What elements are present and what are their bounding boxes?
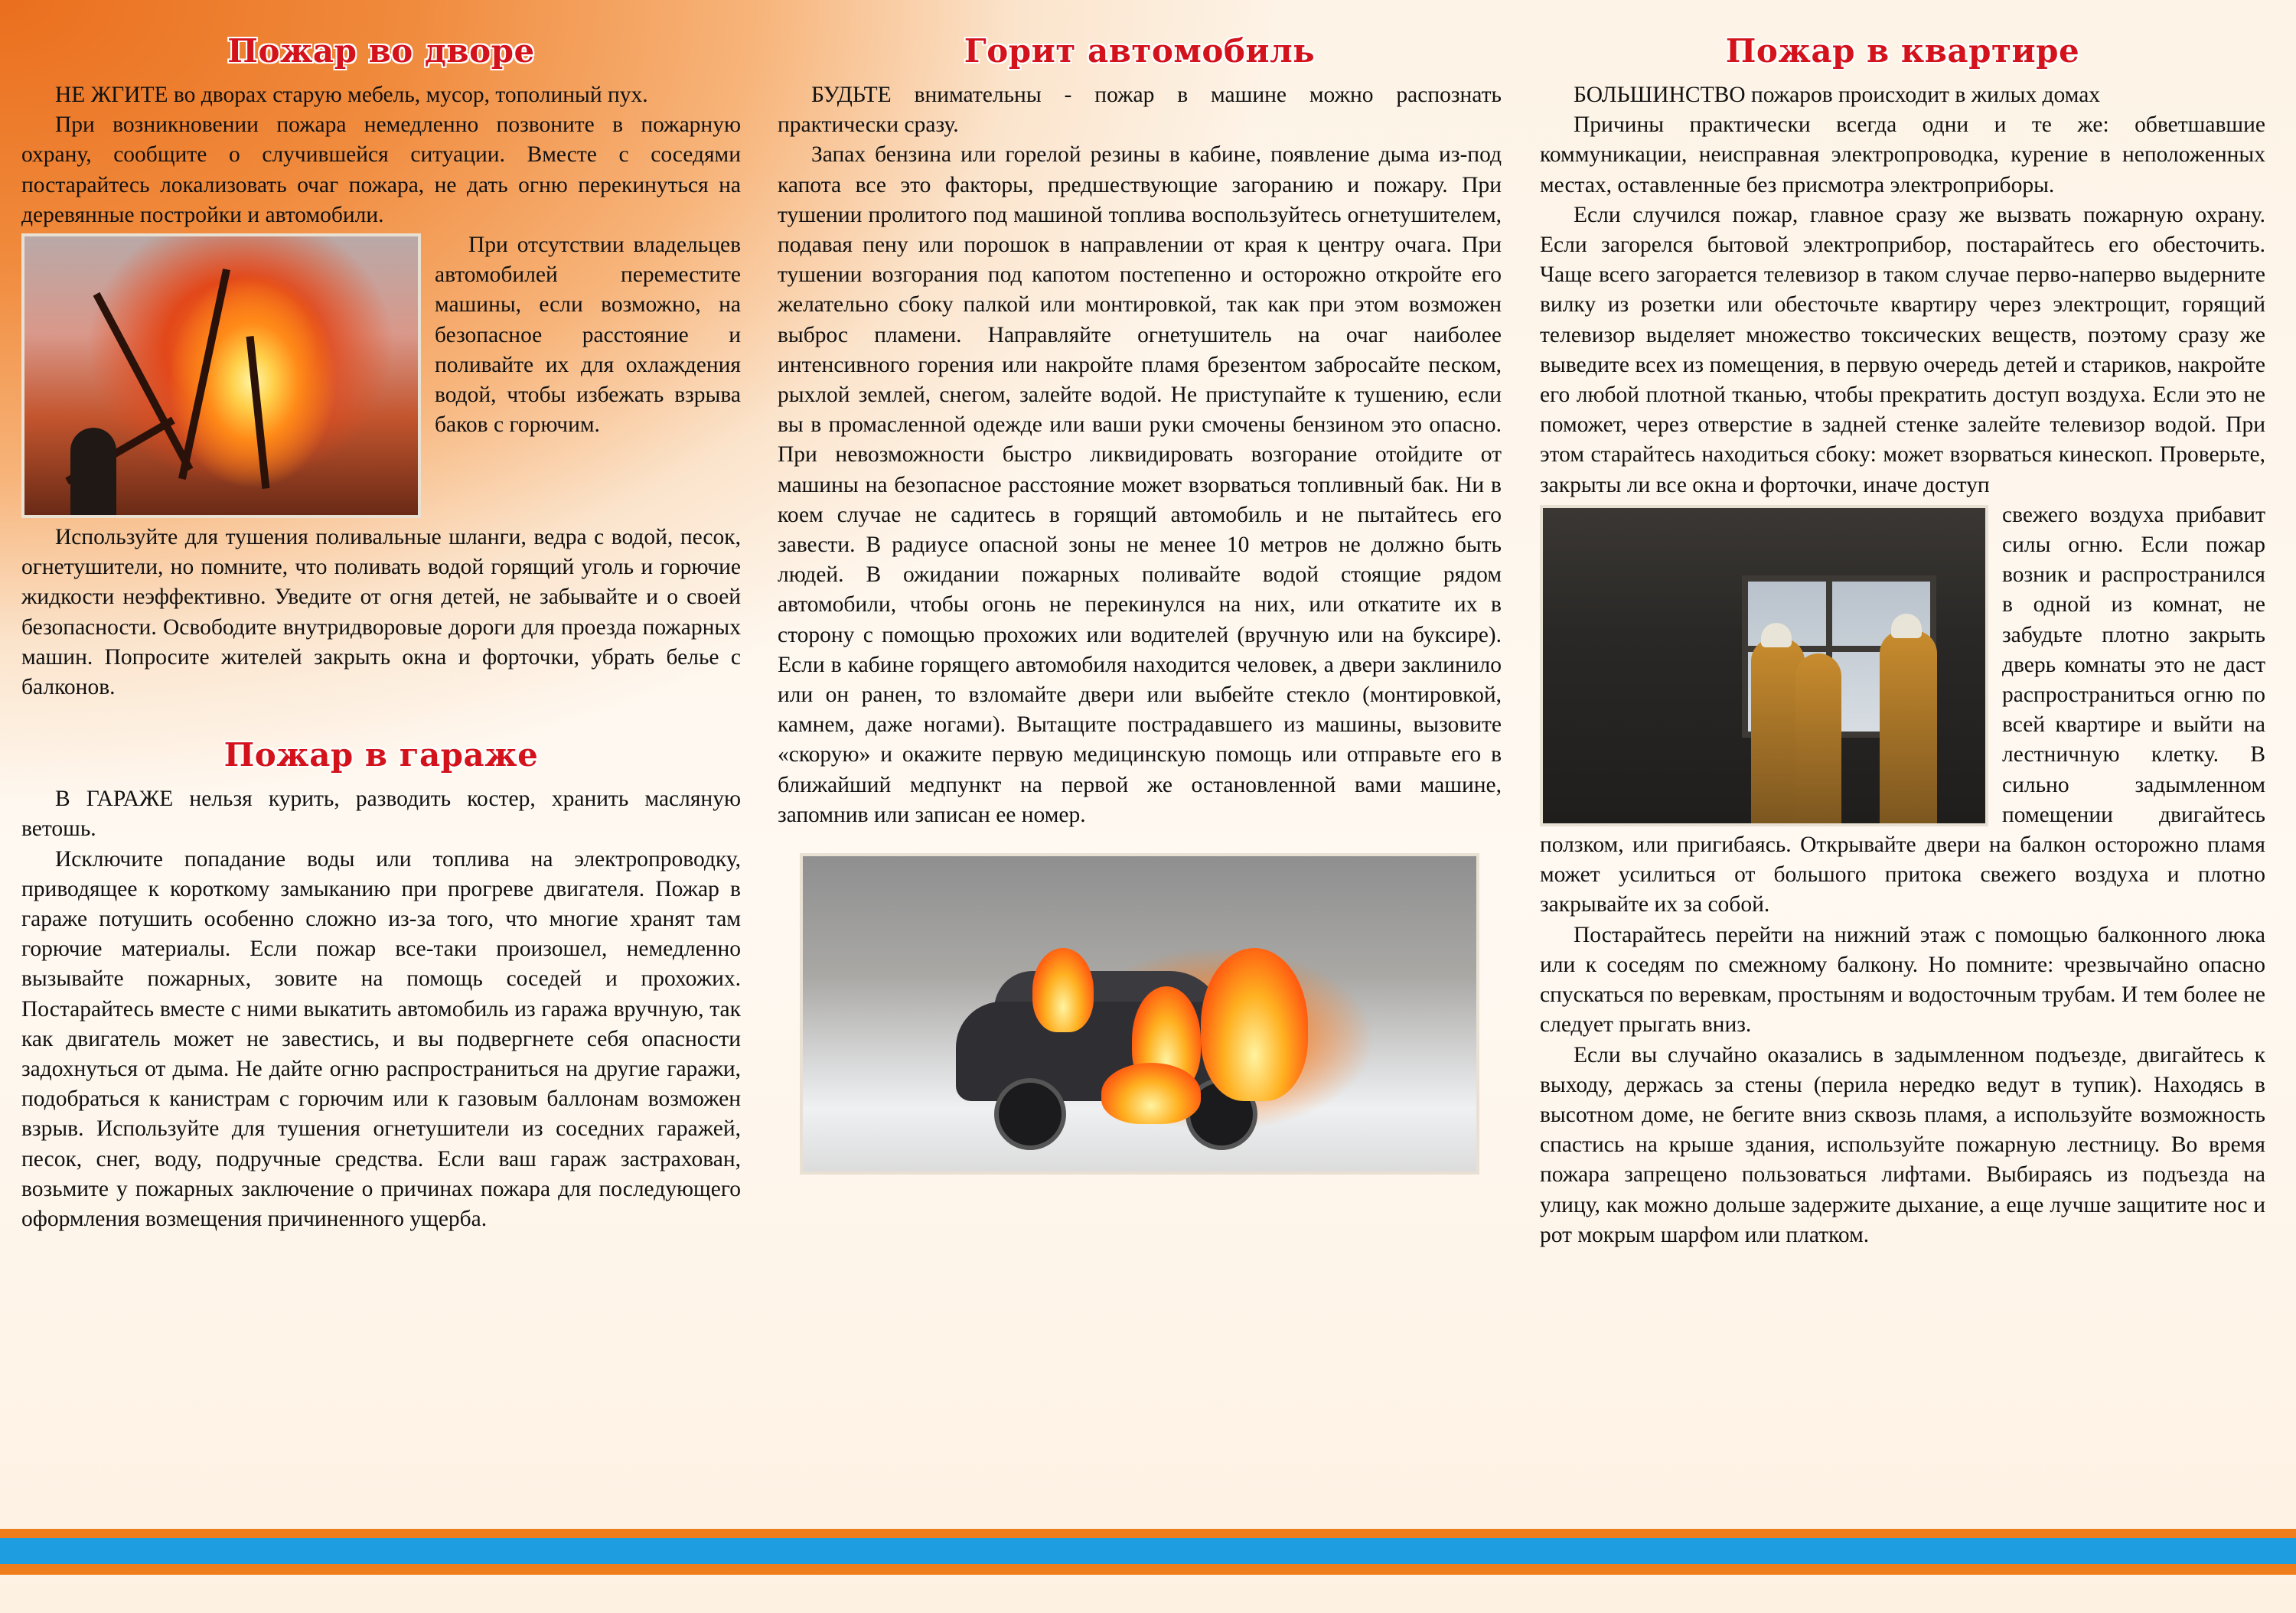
paragraph: Исключите попадание воды или топлива на электропроводку, приводящее к короткому замыканию при прогреве двигателя. Пожар в гараже потушить особенно сложно из-за того, что многие хранят там горючие материалы. Если пожар все-таки произошел, немедленно вызывайте пожарных, зовите на помощь соседей и прохожих. Постарайтесь вместе с ними выкатить автомобиль из гаража вручную, так как двигатель может не завестись, и вы подвергнете себя опасности задохнуться от дыма. Не дайте огню распространиться на другие гаражи, подобраться к канистрам с горючим или к газовым баллонам возможен взрыв. Используйте для тушения огнетушители из соседних гаражей, песок, снег, воду, подручные средства. Если ваш гараж застрахован, возьмите у пожарных заключение о причинах пожара для последующего оформления возмещения причиненного ущерба. [21,846,741,1232]
heading-garage-fire: Пожар в гараже [223,736,539,774]
column-car-fire [778,23,1502,1175]
paragraph: БОЛЬШИНСТВО пожаров происходит в жилых домах [1574,83,2101,107]
paragraph: При отсутствии владельцев автомобилей переместите машины, если возможно, на безопасное расстояние и поливайте их для охлаждения водой, чтобы избежать взрыва баков с горючим. [435,233,741,438]
paragraph: НЕ ЖГИТЕ во дворах старую мебель, мусор, тополиный пух. [55,83,648,107]
footer-band-orange-bottom [0,1564,2296,1575]
paragraph: Если вы случайно оказались в задымленном подъезде, двигайтесь к выходу, держась за стены (перила нередко ведут в тупик). Находясь в высотном доме, не бегите вниз сквозь пламя, а используйте возможность спастись на крыше здания, используйте пожарную лестницу. Во время пожара запрещено пользоваться лифтами. Выбираясь из подъезда на улицу, как можно дольше задержите дыхание, а еще лучше защитите нос и рот мокрым шарфом или платком. [1540,1042,2265,1247]
yard-fire-photo [21,233,421,518]
burning-car-photo [800,853,1479,1175]
paragraph: Используйте для тушения поливальные шланги, ведра с водой, песок, огнетушители, но помните, что поливать водой горящий уголь и горючие жидкости неэффективно. Уведите от огня детей, не забывайте и о своей безопасности. Освободите внутридворовые дороги для проезда пожарных машин. Попросите жителей закрыть окна и форточки, убрать белье с балконов. [21,525,741,700]
heading-apartment-fire: Пожар в квартире [1725,32,2080,70]
column-yard-garage [21,23,741,1234]
column-apartment-fire [1540,23,2265,1250]
footer-band-blue [0,1538,2296,1564]
paragraph: БУДЬТЕ внимательны - пожар в машине можно распознать практически сразу. [778,83,1502,138]
paragraph: Если случился пожар, главное сразу же вызвать пожарную охрану. Если загорелся бытовой электроприбор, постарайтесь его обесточить. Чаще всего загорается телевизор в таком случае перво-наперво выдерните вилку из розетки или обесточьте квартиру через электрощит, горящий телевизор выделяет множество токсических веществ, поэтому сразу же выведите всех из помещения, в первую очередь детей и стариков, накройте его любой плотной тканью, чтобы прекратить доступ воздуха. Если это не поможет, через отверстие в задней стенке залейте телевизор водой. При этом старайтесь находиться сбоку: может взорваться кинескоп. Проверьте, закрыты ли все окна и форточки, иначе доступ [1540,202,2265,497]
paragraph: свежего воздуха прибавит силы огню. Если пожар возник и распространился в одной из комнат, не забудьте плотно закрыть дверь комнаты это не даст распространиться огню по всей квартире и выйти на лестничную клетку. В сильно задымленном помещении двигайтесь ползком, или пригибаясь. Открывайте двери на балкон осторожно пламя может усилиться от большого притока свежего воздуха и плотно закрывайте их за собой. [1540,502,2265,917]
heading-yard-fire: Пожар во дворе [227,32,535,70]
heading-car-fire: Горит автомобиль [964,32,1316,70]
paragraph: Запах бензина или горелой резины в кабине, появление дыма из-под капота все это факторы, предшествующие загоранию и пожару. При тушении пролитого под машиной топлива воспользуйтесь огнетушителем, подавая пену или порошок в направлении от края к центру очага. При тушении возгорания под капотом постепенно и осторожно откройте его желательно сбоку палкой или монтировкой, так как при этом возможен выброс пламени. Направляйте огнетушитель на очаг наиболее интенсивного горения или накройте пламя брезентом забросайте песком, рыхлой землей, снегом, залейте водой. Не приступайте к тушению, если вы в промасленной одежде или ваши руки смочены бензином это опасно. При невозможности быстро ликвидировать возгорание отойдите от машины на безопасное расстояние может взорваться топливный бак. Ни в коем случае не садитесь в горящий автомобиль и не пытайтесь его завести. В радиусе опасной зоны не менее 10 метров не должно быть людей. В ожидании пожарных поливайте водой стоящие рядом автомобили, чтобы огонь не перекинулся на них, или откатите их в сторону с помощью прохожих или водителей (вручную или на буксире). Если в кабине горящего автомобиля находится человек, а двери заклинило или он ранен, то взломайте двери или выбейте стекло (монтировкой, камнем, даже ногами). Вытащите пострадавшего из машины, вызовите «скорую» и окажите первую медицинскую помощь или отправьте его в ближайший медпункт на первой же остановленной вами машине, запомнив или записан ее номер. [778,142,1502,827]
footer-band-orange-top [0,1529,2296,1538]
paragraph: В ГАРАЖЕ нельзя курить, разводить костер, хранить масляную ветошь. [21,787,741,842]
burnt-apartment-photo [1540,505,1988,826]
paragraph: Причины практически всегда одни и те же: обветшавшие коммуникации, неисправная электропроводка, курение в неположенных местах, оставленные без присмотра электроприборы. [1540,112,2265,197]
paragraph: При возникновении пожара немедленно позвоните в пожарную охрану, сообщите о случившейся ситуации. Вместе с соседями постарайтесь локализовать очаг пожара, не дать огню перекинуться на деревянные постройки и автомобили. [21,112,741,227]
paragraph: Постарайтесь перейти на нижний этаж с помощью балконного люка или к соседям по смежному балкону. Но помните: чрезвычайно опасно спускаться по веревкам, простыням и водосточным трубам. И тем более не следует прыгать вниз. [1540,922,2265,1038]
